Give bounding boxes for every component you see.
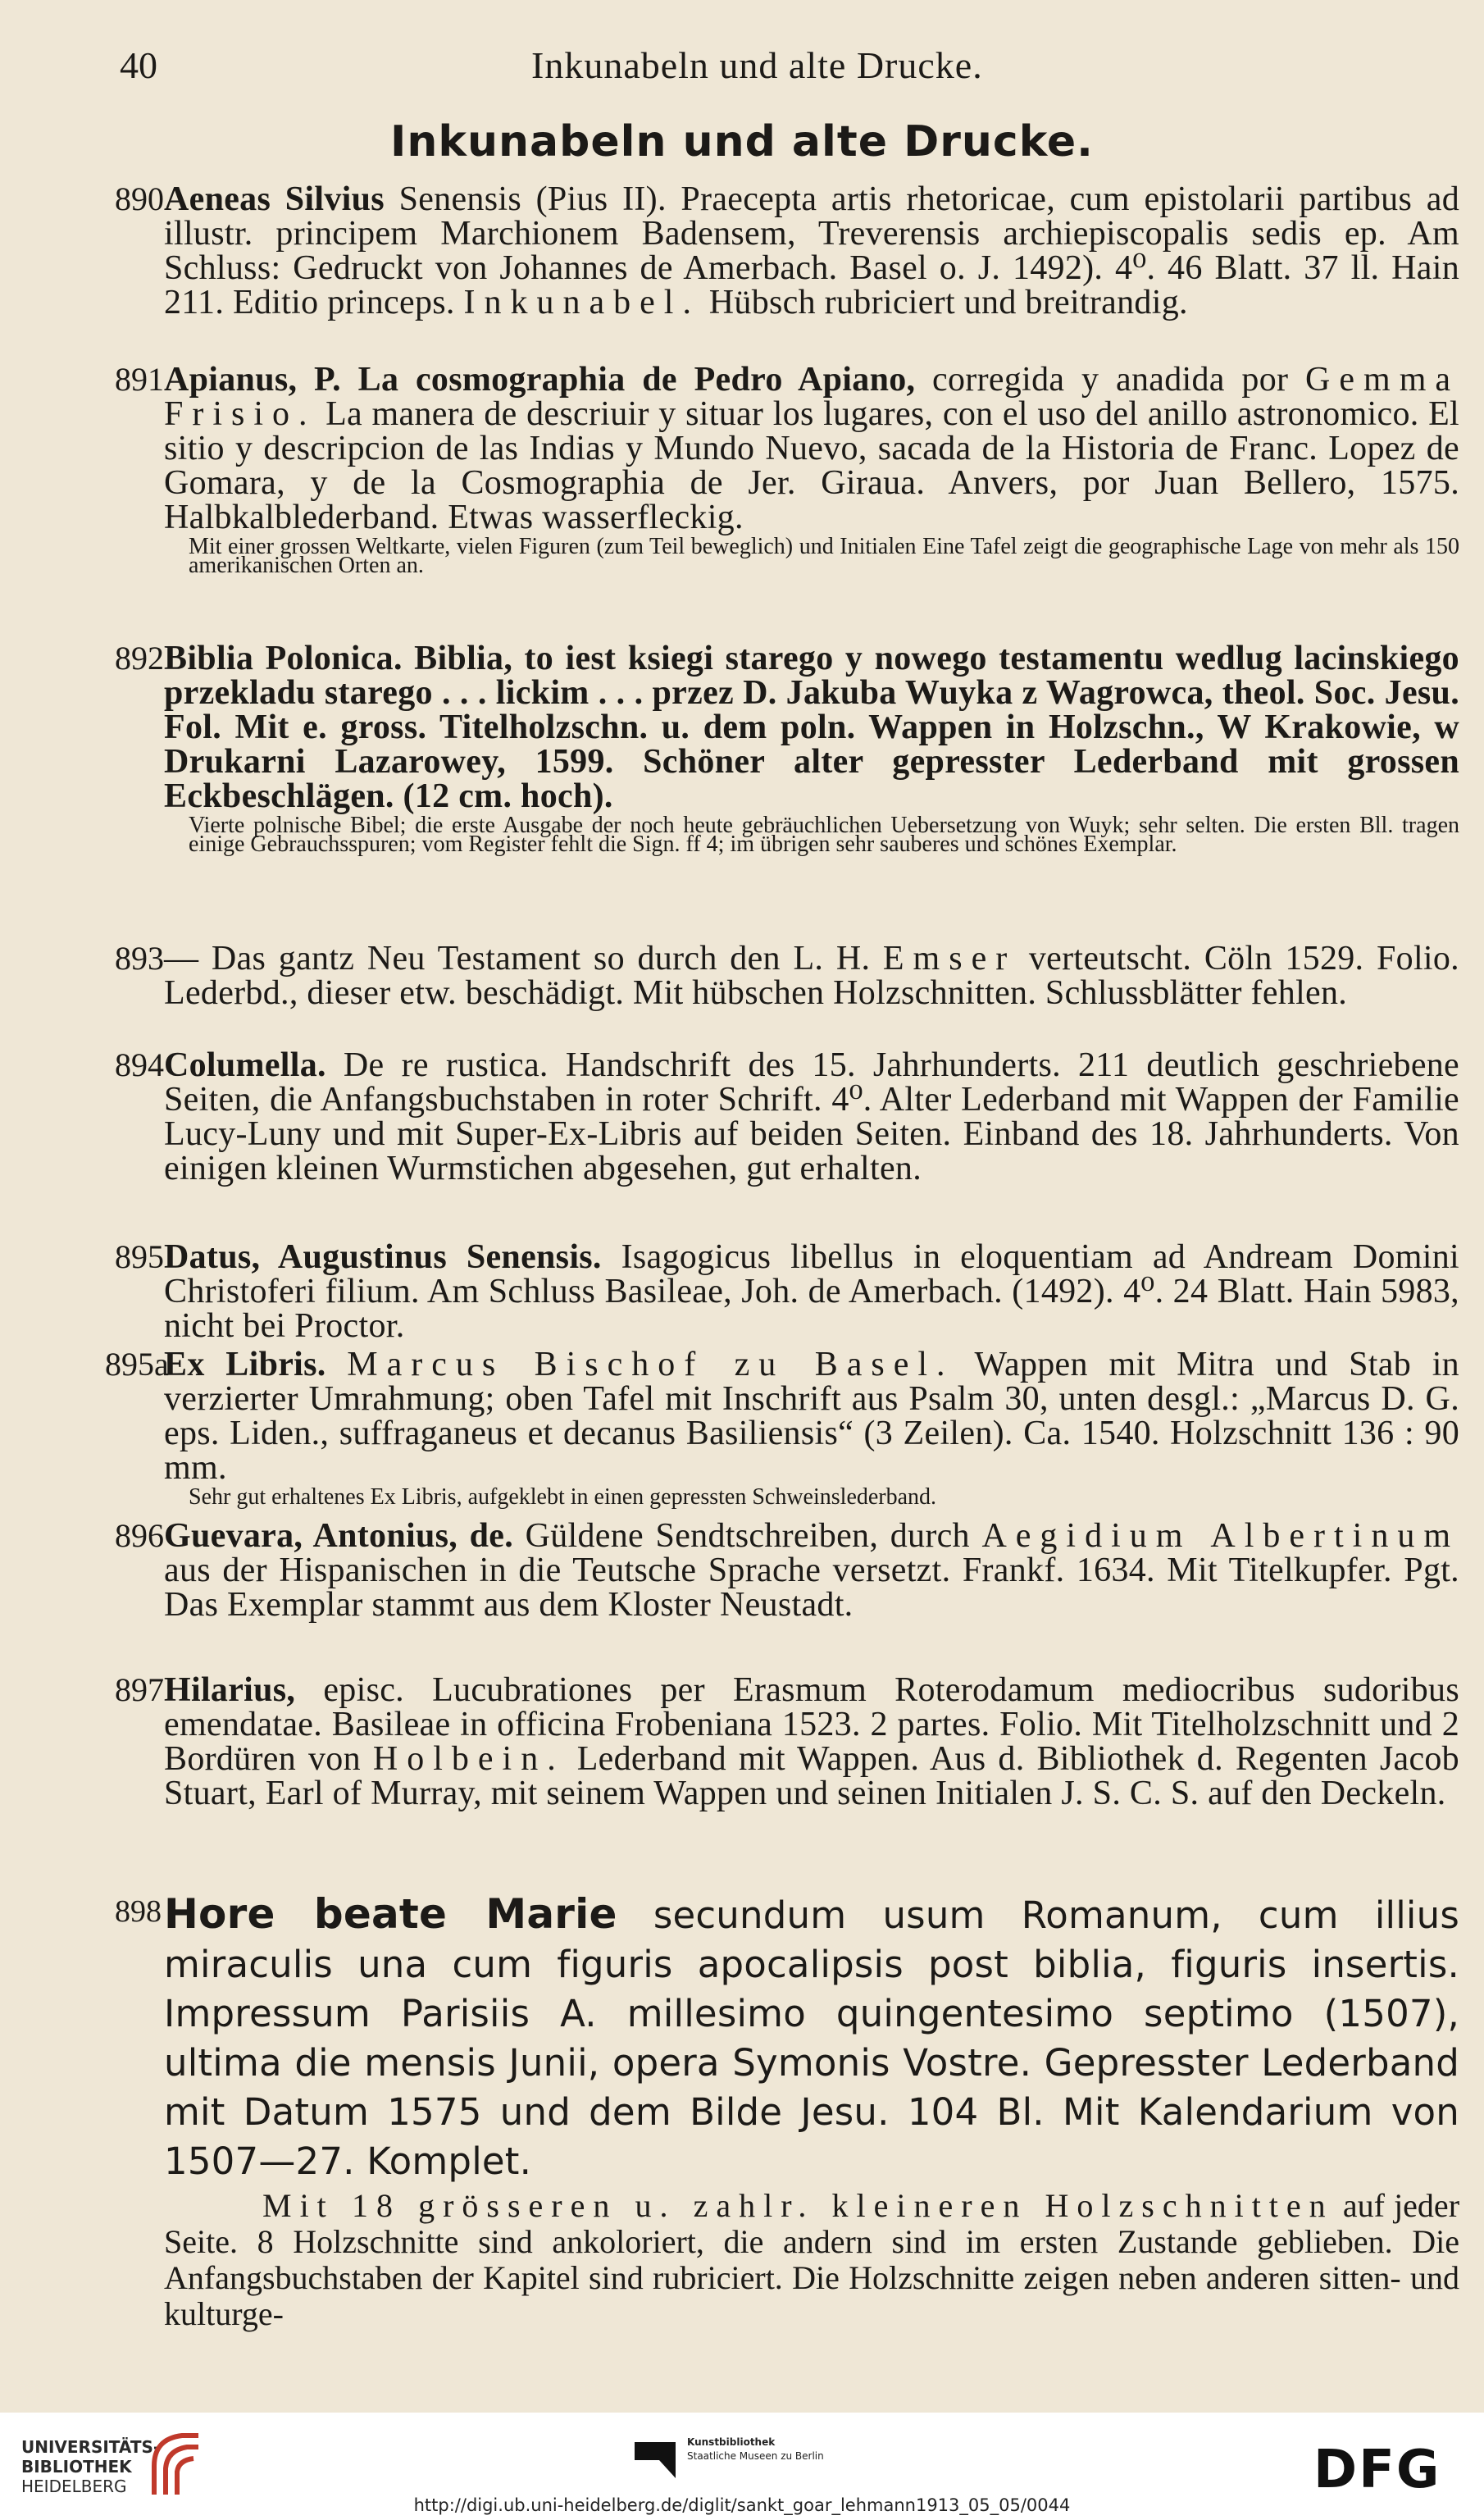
entry-note bbox=[164, 2188, 1459, 2332]
entry-author: Apianus, P. La cosmographia de Pedro Apiano, bbox=[164, 361, 916, 399]
entry-spaced-text: Marcus Bischof zu Basel. bbox=[347, 1346, 954, 1383]
entry-author: Hilarius, bbox=[164, 1671, 296, 1709]
university-line-3: HEIDELBERG bbox=[21, 2477, 127, 2496]
entry-text bbox=[164, 1240, 1459, 1343]
university-library-logo-icon bbox=[148, 2429, 205, 2503]
entry-text bbox=[164, 641, 1459, 813]
entry-body-tail: La manera de descriuir y situar los lugares, con el uso del anillo astronomico. El sitio y descripcion de las Indias y Mundo Nuevo, sacada de la Historia de Franc. Lopez de Gomara, y de la Cosmographia de Jer. Giraua. Anvers, por Juan Bellero, 1575. Halbkalblederband. Etwas wasserfleckig. bbox=[164, 395, 1459, 536]
entry-author: Guevara, Antonius, de. bbox=[164, 1517, 514, 1555]
entry-number: 891 bbox=[115, 361, 164, 398]
entry-note: Vierte polnische Bibel; die erste Ausgabe der noch heute gebräuchlichen Uebersetzung von Wuyk; sehr selten. Die ersten Bll. tragen einige Gebrauchsspuren; vom Register fehlt die Sign. ff 4; im übrigen sehr sauberes und schönes Exemplar. bbox=[189, 813, 1459, 857]
entry-body: De re rustica. Handschrift des 15. Jahrhunderts. 211 deutlich geschriebene Seiten, die Anfangsbuchstaben in roter Schrift. 4⁰. Alter Lederband mit Wappen der Familie Lucy-Luny und mit Super-Ex-Libris auf beiden Seiten. Einband des 18. Jahrhunderts. Von einigen kleinen Wurmstichen abgesehen, gut erhalten. bbox=[164, 1046, 1460, 1187]
entry-author: Biblia Polonica. Biblia, to iest ksiegi starego y nowego testamentu wedlug lacinskiego przekladu starego . . . lickim . . . przez D. Jakuba Wuyka z Wagrowca, theol. Soc. Jesu. Fol. Mit e. gross. Titelholzschn. u. dem poln. Wappen in Holzschn., W Krakowie, w Drukarni Lazarowey, 1599. Schöner alter gepresster Lederband mit grossen Eckbeschlägen. (12 cm. hoch). bbox=[164, 640, 1459, 815]
entry-spaced-text: Holbein. bbox=[372, 1740, 565, 1778]
entry-text bbox=[164, 182, 1459, 320]
section-title: Inkunabeln und alte Drucke. bbox=[390, 117, 1094, 166]
entry-body: Isagogicus libellus in eloquentiam ad Andream Domini Christoferi filium. Am Schluss Basileae, Joh. de Amerbach. (1492). 4⁰. 24 Blatt. Hain 5983, nicht bei Proctor. bbox=[164, 1238, 1459, 1345]
entry-body: Senensis (Pius II). Praecepta artis rhetoricae, cum epistolarii partibus ad illustr. principem Marchionem Badensem, Treverensis archiepiscopalis sedis ep. Am Schluss: Gedruckt von Johannes de Amerbach. Basel o. J. 1492). 4⁰. 46 Blatt. 37 ll. Hain 211. Editio princeps. bbox=[164, 180, 1459, 321]
catalog-entry-897 bbox=[115, 1671, 1459, 1812]
entry-number: 893 bbox=[115, 940, 164, 977]
entry-number: 898 bbox=[115, 1894, 162, 1929]
running-head-title: Inkunabeln und alte Drucke. bbox=[531, 44, 983, 86]
entry-number: 895a bbox=[105, 1346, 169, 1383]
entry-body-tail: aus der Hispanischen in die Teutsche Sprache versetzt. Frankf. 1634. Mit Titelkupfer. Pgt. Das Exemplar stammt aus dem Kloster Neustadt. bbox=[164, 1552, 1459, 1624]
entry-body: — Das gantz Neu Testament so durch den L. H. bbox=[164, 940, 871, 977]
page-number: 40 bbox=[120, 44, 157, 86]
entry-number: 892 bbox=[115, 640, 164, 677]
entry-number: 894 bbox=[115, 1046, 164, 1083]
entry-body: Wappen mit Mitra und Stab in verzierter Umrahmung; oben Tafel mit Inschrift aus Psalm 30, unten desgl.: „Marcus D. G. eps. Liden., suffraganeus et decanus Basiliensis“ (3 Zeilen). Ca. 1540. Holzschnitt 136 : 90 mm. bbox=[164, 1346, 1459, 1487]
university-line-2: BIBLIOTHEK bbox=[21, 2457, 132, 2477]
entry-author: Columella. bbox=[164, 1046, 326, 1084]
entry-note: Sehr gut erhaltenes Ex Libris, aufgeklebt in einen gepressten Schweinslederband. bbox=[189, 1484, 937, 1510]
entry-body: episc. Lucubrationes per Erasmum Roterodamum mediocribus sudoribus emendatae. Basileae in officina Frobeniana 1523. 2 partes. Folio. Mit Titelholzschnitt und 2 Bordüren von bbox=[164, 1671, 1459, 1778]
entry-spaced-text: Inkunabel. bbox=[463, 284, 700, 321]
entry-author: Ex Libris. bbox=[164, 1346, 326, 1383]
entry-text bbox=[164, 1673, 1459, 1811]
catalog-entry-894 bbox=[115, 1046, 1460, 1187]
entry-body-tail: verteutscht. Cöln 1529. Folio. Lederbd., dieser etw. beschädigt. Mit hübschen Holzschnitten. Schlussblätter fehlen. bbox=[164, 940, 1459, 1012]
kunstbibliothek-logo-text bbox=[687, 2436, 824, 2463]
entry-number: 897 bbox=[115, 1671, 164, 1708]
running-head bbox=[120, 41, 1459, 90]
entry-note-spaced: Mit 18 grösseren u. zahlr. kleineren Holzschnitten bbox=[262, 2187, 1334, 2224]
entry-body: Güldene Sendtschreiben, durch bbox=[525, 1517, 970, 1555]
entry-number: 890 bbox=[115, 180, 164, 217]
entry-spaced-text: Aegidium Albertinum bbox=[981, 1517, 1459, 1555]
catalog-entry-893 bbox=[115, 940, 1459, 1012]
catalog-entry-895 bbox=[115, 1238, 1459, 1345]
entry-spaced-text: Emser bbox=[882, 940, 1017, 977]
kunstbibliothek-logo-icon bbox=[631, 2439, 679, 2481]
entry-body-tail: Hübsch rubriciert und breitrandig. bbox=[708, 284, 1188, 321]
catalog-entry-890 bbox=[115, 180, 1459, 321]
catalog-entry-896 bbox=[115, 1517, 1459, 1624]
entry-text bbox=[164, 1048, 1459, 1186]
entry-text bbox=[164, 941, 1459, 1010]
entry-author: Hore beate Marie bbox=[164, 1890, 617, 1938]
catalog-entry-898 bbox=[115, 1889, 1460, 2332]
entry-text bbox=[164, 1347, 1459, 1485]
entry-text bbox=[164, 362, 1459, 535]
entry-text bbox=[164, 1519, 1459, 1622]
entry-author: Aeneas Silvius bbox=[164, 180, 385, 218]
source-url[interactable]: http://digi.ub.uni-heidelberg.de/diglit/sankt_goar_lehmann1913_05_05/0044 bbox=[413, 2495, 1071, 2515]
university-library-logo-text bbox=[21, 2437, 160, 2496]
entry-author: Datus, Augustinus Senensis. bbox=[164, 1238, 602, 1276]
catalog-entry-895a bbox=[105, 1346, 1459, 1510]
kunstbibliothek-line-2: Staatliche Museen zu Berlin bbox=[687, 2450, 824, 2462]
entry-number: 895 bbox=[115, 1238, 164, 1275]
entry-body: secundum usum Romanum, cum illius miraculis una cum figuris apocalipsis post biblia, figuris insertis. Impressum Parisiis A. millesimo quingentesimo septimo (1507), ultima die mensis Junii, opera Symonis Vostre. Gepresster Lederband mit Datum 1575 und dem Bilde Jesu. 104 Bl. Mit Kalendarium von 1507—27. Komplet. bbox=[164, 1893, 1459, 2183]
dfg-logo: DFG bbox=[1313, 2440, 1441, 2500]
footer-bar bbox=[0, 2413, 1484, 2520]
entry-spaced-text: Gemma Frisio. bbox=[164, 361, 1459, 433]
entry-note-text: auf jeder Seite. 8 Holzschnitte sind ankoloriert, die andern sind im ersten Zustande geblieben. Die Anfangsbuchstaben der Kapitel sind rubriciert. Die Holzschnitte zeigen neben anderen sitten- und kulturge- bbox=[164, 2187, 1460, 2332]
entry-body: corregida y anadida por bbox=[932, 361, 1289, 399]
kunstbibliothek-line-1: Kunstbibliothek bbox=[687, 2436, 776, 2448]
entry-note: Mit einer grossen Weltkarte, vielen Figuren (zum Teil beweglich) und Initialen Eine Tafel zeigt die geographische Lage von mehr als 150 amerikanischen Orten an. bbox=[189, 534, 1459, 578]
catalog-entry-892 bbox=[115, 640, 1459, 857]
entry-number: 896 bbox=[115, 1517, 164, 1554]
entry-text bbox=[164, 1889, 1459, 2186]
university-line-1: UNIVERSITÄTS- bbox=[21, 2437, 161, 2457]
catalog-entry-891 bbox=[115, 361, 1459, 578]
entry-body-tail: Lederband mit Wappen. Aus d. Bibliothek d. Regenten Jacob Stuart, Earl of Murray, mit seinem Wappen und seinen Initialen J. S. C. S. auf den Deckeln. bbox=[164, 1740, 1459, 1812]
